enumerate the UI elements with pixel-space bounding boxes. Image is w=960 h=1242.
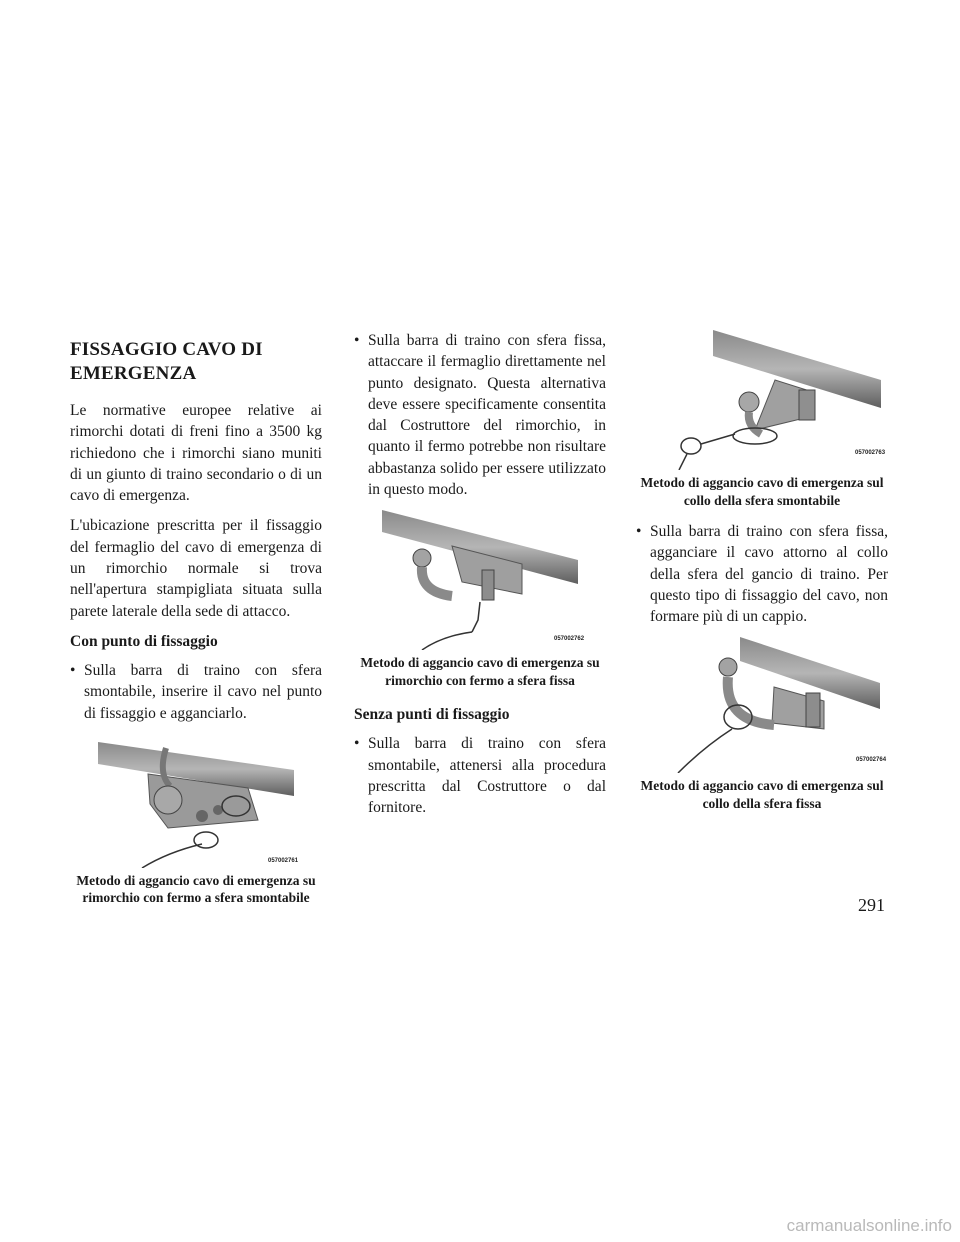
page-number: 291 bbox=[858, 895, 885, 915]
figure-caption: Metodo di aggancio cavo di emergenza su rimorchio con fermo a sfera smontabile bbox=[76, 872, 316, 906]
bullet-text: Sulla barra di traino con sfera smontabile, inserire il cavo nel punto di fissaggio e agganciarlo. bbox=[84, 661, 322, 722]
section-title bbox=[70, 338, 322, 386]
bullet-text: Sulla barra di traino con sfera fissa, agganciare il cavo attorno al collo della sfera del gancio di traino. Per questo tipo di fissaggio del cavo, non formare più di un cappio. bbox=[650, 523, 888, 626]
bullet-dot: • bbox=[354, 735, 360, 753]
figure-code: 057002764 bbox=[856, 757, 887, 764]
bullet-dot: • bbox=[354, 332, 360, 349]
watermark: carmanualsonline.info bbox=[786, 1216, 952, 1235]
section-title-line2: EMERGENZA bbox=[70, 363, 197, 384]
figure-fixed-ball-no-point bbox=[644, 637, 887, 773]
figure-removable-ball-no-point bbox=[643, 330, 886, 470]
tow-bar-illustration bbox=[382, 510, 578, 650]
column-left bbox=[70, 338, 322, 907]
column-middle bbox=[354, 330, 606, 829]
intro-paragraph-2: L'ubicazione prescritta per il fissaggio del fermaglio del cavo di emergenza di un rimorchio normale si trova nell'apertura stampigliata situata sulla parete laterale della sede di attacco. bbox=[70, 517, 322, 620]
bullet-dot: • bbox=[70, 661, 76, 679]
tow-bar-illustration bbox=[644, 637, 880, 773]
tow-bar-illustration bbox=[643, 330, 881, 470]
intro-paragraph-1: Le normative europee relative ai rimorchi dotati di freni fino a 3500 kg richiedono che i rimorchi siano muniti di un giunto di traino secondario o di un cavo di emergenza. bbox=[70, 402, 322, 505]
figure-caption: Metodo di aggancio cavo di emergenza su rimorchio con fermo a sfera fissa bbox=[360, 655, 600, 688]
figure-removable-ball-with-point bbox=[98, 734, 299, 868]
bullet-fixed-ball bbox=[354, 330, 606, 500]
heading-with-point: Con punto di fissaggio bbox=[70, 632, 218, 650]
heading-without-point: Senza punti di fissaggio bbox=[354, 706, 510, 724]
figure-caption: Metodo di aggancio cavo di emergenza sul collo della sfera fissa bbox=[640, 778, 884, 811]
tow-bar-illustration bbox=[98, 734, 294, 868]
bullet-removable-ball-no-point bbox=[354, 733, 606, 818]
column-right bbox=[636, 330, 888, 812]
bullet-removable-ball bbox=[70, 660, 322, 724]
figure-code: 057002763 bbox=[855, 450, 886, 456]
figure-code: 057002762 bbox=[554, 636, 585, 643]
bullet-text: Sulla barra di traino con sfera fissa, attaccare il fermaglio direttamente nel punto designato. Questa alternativa deve essere specificamente consentita dal Costruttore del rimorchio, in quanto il fermo potrebbe non risultare abbastanza solido per essere utilizzato in questo modo. bbox=[368, 332, 606, 499]
bullet-fixed-ball-no-point bbox=[636, 521, 888, 627]
figure-code: 057002761 bbox=[268, 857, 299, 864]
figure-caption: Metodo di aggancio cavo di emergenza sul collo della sfera smontabile bbox=[640, 475, 884, 508]
figure-fixed-ball-with-point bbox=[382, 510, 585, 650]
section-title-line1: FISSAGGIO CAVO DI bbox=[70, 339, 263, 360]
bullet-text: Sulla barra di traino con sfera smontabile, attenersi alla procedura prescritta dal Costruttore o dal fornitore. bbox=[368, 735, 606, 817]
bullet-dot: • bbox=[636, 523, 642, 540]
